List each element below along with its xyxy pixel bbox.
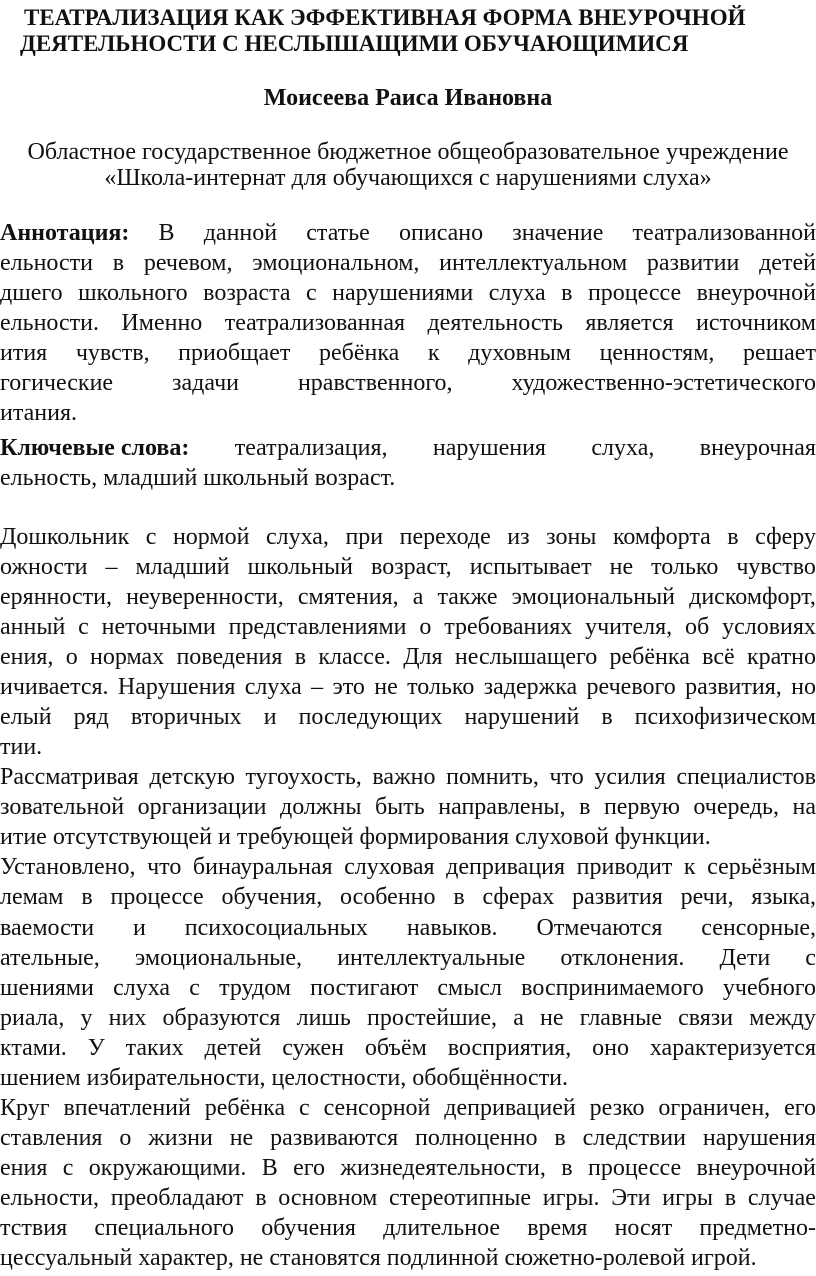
- annotation-line-7: итания.: [0, 400, 78, 426]
- word: в: [294, 644, 307, 670]
- word: зовательной: [0, 794, 125, 820]
- word: навыков.: [406, 915, 498, 941]
- p4-line-3: [0, 1154, 816, 1182]
- word: восприятия,: [447, 1035, 572, 1061]
- word: детей: [204, 1035, 262, 1061]
- word: объём: [364, 1035, 427, 1061]
- word: младший: [135, 554, 230, 580]
- word: возраст,: [371, 554, 452, 580]
- word: классе.: [318, 644, 391, 670]
- word: данной: [203, 220, 278, 246]
- word: с: [78, 614, 89, 640]
- word: В: [158, 220, 175, 246]
- word: психофизическом: [634, 704, 816, 730]
- word: в: [453, 884, 465, 910]
- word: в: [727, 524, 739, 550]
- word: помнить,: [446, 764, 539, 790]
- keywords-label: Ключевые слова:: [0, 435, 190, 461]
- word: что: [549, 764, 584, 790]
- word: приводит: [576, 854, 673, 880]
- word: и: [133, 915, 146, 941]
- word: зоны: [546, 524, 597, 550]
- word: внеурочная: [699, 435, 816, 461]
- word: лемам: [0, 884, 64, 910]
- p4-line-5: [0, 1214, 816, 1242]
- word: с: [805, 945, 816, 971]
- p1-line-3: [0, 583, 816, 611]
- word: Для: [403, 644, 443, 670]
- organization-line-2: «Школа-интернат для обучающихся с нарушениями слуха»: [104, 165, 712, 191]
- word: стереотипные: [389, 1185, 531, 1211]
- word: воспринимаемого: [521, 975, 704, 1001]
- word: слуха: [113, 975, 171, 1001]
- annotation-line-1: [0, 219, 816, 247]
- p3-line-7: [0, 1034, 816, 1062]
- word: нарушений: [464, 704, 580, 730]
- word: детей: [759, 250, 816, 276]
- word: дискомфорт,: [689, 584, 816, 610]
- word: –: [311, 674, 324, 700]
- word: с: [299, 1095, 310, 1121]
- word: организации: [137, 794, 267, 820]
- word: случае: [747, 1185, 816, 1211]
- word: обучения: [261, 1215, 356, 1241]
- word: речевом,: [143, 250, 233, 276]
- word: у: [80, 1005, 93, 1031]
- word: отклонения.: [560, 945, 685, 971]
- word: ельности,: [0, 1185, 99, 1211]
- annotation-line-4: [0, 309, 816, 337]
- word: елый: [0, 704, 52, 730]
- word: слуха,: [591, 435, 655, 461]
- word: значение: [512, 220, 604, 246]
- word: ичивается.: [0, 674, 109, 700]
- word: комфорта: [612, 524, 711, 550]
- word: особенно: [340, 884, 436, 910]
- word: основном: [278, 1185, 378, 1211]
- word: слуха: [244, 674, 302, 700]
- word: неточными: [101, 614, 216, 640]
- word: дшего: [0, 280, 63, 306]
- word: при: [345, 524, 384, 550]
- word: языка,: [751, 884, 816, 910]
- word: ценностям,: [599, 340, 715, 366]
- word: условиях: [722, 614, 816, 640]
- word: в: [561, 280, 573, 306]
- p2-line-2: [0, 793, 816, 821]
- word: образуются: [162, 1005, 281, 1031]
- word: анный: [0, 614, 66, 640]
- word: депривация: [446, 854, 566, 880]
- word: к: [683, 854, 696, 880]
- word: резко: [589, 1095, 645, 1121]
- word: а: [412, 584, 424, 610]
- word: и: [263, 704, 277, 730]
- word: Установлено,: [0, 854, 136, 880]
- word: речевого: [586, 674, 676, 700]
- word: время: [527, 1215, 588, 1241]
- word: Дети: [719, 945, 771, 971]
- word: шениями: [0, 975, 94, 1001]
- word: статье: [306, 220, 370, 246]
- word: Круг: [0, 1095, 50, 1121]
- word: эмоциональном,: [252, 250, 420, 276]
- word: ребёнка: [609, 644, 690, 670]
- word: не: [374, 674, 398, 700]
- p4-line-1: [0, 1094, 816, 1122]
- word: задержка: [483, 674, 578, 700]
- word: внеурочной: [696, 280, 816, 306]
- word: впечатлений: [63, 1095, 191, 1121]
- word: сферах: [482, 884, 555, 910]
- word: развитии: [646, 250, 740, 276]
- word: развития: [572, 884, 663, 910]
- p3-line-6: [0, 1004, 816, 1032]
- word: следствии: [582, 1125, 686, 1151]
- word: слуха: [488, 280, 546, 306]
- word: специального: [94, 1215, 235, 1241]
- word: слуха,: [265, 524, 329, 550]
- word: должны: [280, 794, 362, 820]
- word: ения: [0, 1155, 48, 1181]
- word: нарушения: [702, 1125, 816, 1151]
- word: очередь,: [693, 794, 779, 820]
- word: что: [147, 854, 182, 880]
- word: сенсорной: [323, 1095, 431, 1121]
- word: ограничен,: [658, 1095, 771, 1121]
- word: в: [81, 884, 93, 910]
- word: Отмечаются: [536, 915, 663, 941]
- word: театрализация,: [234, 435, 388, 461]
- word: о: [65, 644, 78, 670]
- word: первую: [603, 794, 680, 820]
- word: об: [685, 614, 710, 640]
- word: неуверенности,: [126, 584, 284, 610]
- word: внеурочной: [696, 1155, 816, 1181]
- word: лишь: [296, 1005, 351, 1031]
- word: сужен: [282, 1035, 345, 1061]
- word: специалистов: [676, 764, 816, 790]
- word: эмоциональные,: [134, 945, 303, 971]
- word: носят: [614, 1215, 673, 1241]
- annotation-line-2: [0, 249, 816, 277]
- word: последующих: [298, 704, 443, 730]
- word: в: [554, 1125, 566, 1151]
- p1-line-7: [0, 703, 816, 731]
- word: депривацией: [444, 1095, 576, 1121]
- word: но: [791, 674, 816, 700]
- word: обучения,: [221, 884, 323, 910]
- word: ряд: [73, 704, 109, 730]
- word: представлениями: [228, 614, 407, 640]
- word: не: [609, 554, 634, 580]
- word: игры.: [542, 1185, 600, 1211]
- word: о: [119, 1125, 132, 1151]
- word: усилия: [594, 764, 666, 790]
- word: на: [792, 794, 816, 820]
- word: предметно-: [699, 1215, 816, 1241]
- word: нормой: [172, 524, 250, 550]
- word: постигают: [310, 975, 419, 1001]
- word: Эти: [611, 1185, 651, 1211]
- word: быть: [374, 794, 425, 820]
- author-name: Моисеева Раиса Ивановна: [263, 85, 553, 111]
- word: слуховая: [344, 854, 435, 880]
- word: тугоухость,: [245, 764, 362, 790]
- p3-line-2: [0, 883, 816, 911]
- word: них: [108, 1005, 147, 1031]
- word: школьный: [247, 554, 354, 580]
- word: в: [112, 250, 125, 276]
- word: между: [749, 1005, 816, 1031]
- word: Рассматривая: [0, 764, 139, 790]
- word: ельности: [0, 250, 93, 276]
- word: нарушения: [432, 435, 546, 461]
- p3-line-1: [0, 853, 816, 881]
- word: неслышащего: [454, 644, 598, 670]
- word: развиваются: [270, 1125, 399, 1151]
- word: интеллектуальном: [439, 250, 628, 276]
- word: процессе: [110, 884, 204, 910]
- word: вторичных: [130, 704, 242, 730]
- p1-line-2: [0, 553, 816, 581]
- p2-line-3: итие отсутствующей и требующей формирования слуховой функции.: [0, 824, 711, 850]
- annotation-label: Аннотация:: [0, 220, 130, 246]
- word: связи: [678, 1005, 734, 1031]
- word: с: [62, 1155, 74, 1181]
- word: из: [507, 524, 530, 550]
- word: ожности: [0, 554, 88, 580]
- word: только: [651, 554, 719, 580]
- word: поведения: [176, 644, 283, 670]
- p1-line-5: [0, 643, 816, 671]
- word: бинауральная: [192, 854, 333, 880]
- word: нравственного,: [297, 370, 453, 396]
- word: Дошкольник: [0, 524, 130, 550]
- word: в: [561, 1155, 573, 1181]
- word: также: [437, 584, 498, 610]
- word: ваемости: [0, 915, 95, 941]
- p1-line-6: [0, 673, 816, 701]
- p3-line-5: [0, 974, 816, 1002]
- annotation-line-3: [0, 279, 816, 307]
- word: в: [255, 1185, 267, 1211]
- word: духовным: [468, 340, 571, 366]
- word: речи,: [680, 884, 734, 910]
- p1-line-1: [0, 523, 816, 551]
- annotation-line-5: [0, 339, 816, 367]
- word: жизнедеятельности,: [340, 1155, 546, 1181]
- word: ставления: [0, 1125, 103, 1151]
- p3-line-8: шением избирательности, целостности, обобщённости.: [0, 1065, 569, 1091]
- word: ития: [0, 340, 48, 366]
- word: Именно: [121, 310, 203, 336]
- word: с: [189, 975, 200, 1001]
- word: процессе: [587, 280, 682, 306]
- word: трудом: [219, 975, 291, 1001]
- word: преобладают: [110, 1185, 244, 1211]
- word: сенсорные,: [701, 915, 816, 941]
- word: а: [513, 1005, 524, 1031]
- word: нормах: [89, 644, 165, 670]
- annotation-line-6: [0, 369, 816, 397]
- word: деятельность: [427, 310, 563, 336]
- word: развития,: [685, 674, 782, 700]
- p4-line-2: [0, 1124, 816, 1152]
- word: к: [427, 340, 440, 366]
- word: является: [585, 310, 674, 336]
- word: игры: [662, 1185, 714, 1211]
- word: ерянности,: [0, 584, 112, 610]
- word: процессе: [587, 1155, 682, 1181]
- word: требованиях: [444, 614, 573, 640]
- word: приобщает: [178, 340, 291, 366]
- word: не: [540, 1005, 564, 1031]
- word: всё: [702, 644, 735, 670]
- word: окружающими.: [88, 1155, 247, 1181]
- word: простейшие,: [367, 1005, 498, 1031]
- word: в: [724, 1185, 737, 1211]
- word: важно: [372, 764, 436, 790]
- word: главные: [579, 1005, 662, 1031]
- word: это: [332, 674, 365, 700]
- word: серьёзным: [707, 854, 816, 880]
- word: эмоциональный: [511, 584, 676, 610]
- organization-line-1: Областное государственное бюджетное общеобразовательное учреждение: [27, 139, 789, 165]
- word: кратно: [746, 644, 816, 670]
- word: характеризуется: [649, 1035, 816, 1061]
- word: учебного: [722, 975, 816, 1001]
- word: художественно-эстетического: [511, 370, 816, 396]
- word: смятения,: [297, 584, 399, 610]
- word: У: [87, 1035, 105, 1061]
- word: смысл: [437, 975, 502, 1001]
- word: только: [407, 674, 475, 700]
- word: источником: [696, 310, 816, 336]
- word: гогические: [0, 370, 114, 396]
- p1-line-8: тии.: [0, 734, 43, 760]
- word: описано: [399, 220, 484, 246]
- p4-line-6: цессуальный характер, не становятся подлинной сюжетно-ролевой игрой.: [0, 1245, 757, 1271]
- word: ения,: [0, 644, 54, 670]
- word: В: [261, 1155, 278, 1181]
- p2-line-1: [0, 763, 816, 791]
- word: в: [579, 794, 591, 820]
- word: в: [601, 704, 613, 730]
- word: направлены,: [438, 794, 566, 820]
- word: жизни: [148, 1125, 213, 1151]
- keywords-line-1: [0, 434, 816, 462]
- word: решает: [743, 340, 816, 366]
- word: Нарушения: [117, 674, 236, 700]
- title-line-2: ДЕЯТЕЛЬНОСТИ С НЕСЛЫШАЩИМИ ОБУЧАЮЩИМИСЯ: [20, 31, 689, 56]
- word: риала,: [0, 1005, 65, 1031]
- word: психосоциальных: [184, 915, 368, 941]
- p1-line-4: [0, 613, 816, 641]
- word: с: [306, 280, 317, 306]
- word: полноценно: [415, 1125, 538, 1151]
- p3-line-4: [0, 944, 816, 972]
- p4-line-4: [0, 1184, 816, 1212]
- p3-line-3: [0, 914, 816, 942]
- word: школьного: [78, 280, 188, 306]
- word: переходе: [399, 524, 491, 550]
- word: ктами.: [0, 1035, 67, 1061]
- word: с: [145, 524, 157, 550]
- word: чувств,: [75, 340, 150, 366]
- word: нарушениями: [332, 280, 474, 306]
- word: сферу: [755, 524, 816, 550]
- word: чувство: [736, 554, 816, 580]
- word: театрализованная: [224, 310, 406, 336]
- word: интеллектуальные: [337, 945, 526, 971]
- word: учителя,: [585, 614, 673, 640]
- word: задачи: [172, 370, 239, 396]
- word: его: [293, 1155, 326, 1181]
- word: –: [105, 554, 118, 580]
- word: о: [419, 614, 432, 640]
- word: театрализованной: [632, 220, 816, 246]
- word: оно: [592, 1035, 629, 1061]
- title-line-1: ТЕАТРАЛИЗАЦИЯ КАК ЭФФЕКТИВНАЯ ФОРМА ВНЕУРОЧНОЙ: [24, 5, 746, 30]
- word: тствия: [0, 1215, 68, 1241]
- keywords-line-2: ельность, младший школьный возраст.: [0, 465, 396, 491]
- word: его: [784, 1095, 816, 1121]
- word: ательные,: [0, 945, 100, 971]
- word: длительное: [383, 1215, 501, 1241]
- word: не: [229, 1125, 254, 1151]
- word: испытывает: [469, 554, 592, 580]
- word: ребёнка: [318, 340, 400, 366]
- word: детскую: [149, 764, 235, 790]
- word: ельности.: [0, 310, 99, 336]
- word: ребёнка: [204, 1095, 286, 1121]
- word: таких: [125, 1035, 184, 1061]
- word: возраста: [203, 280, 291, 306]
